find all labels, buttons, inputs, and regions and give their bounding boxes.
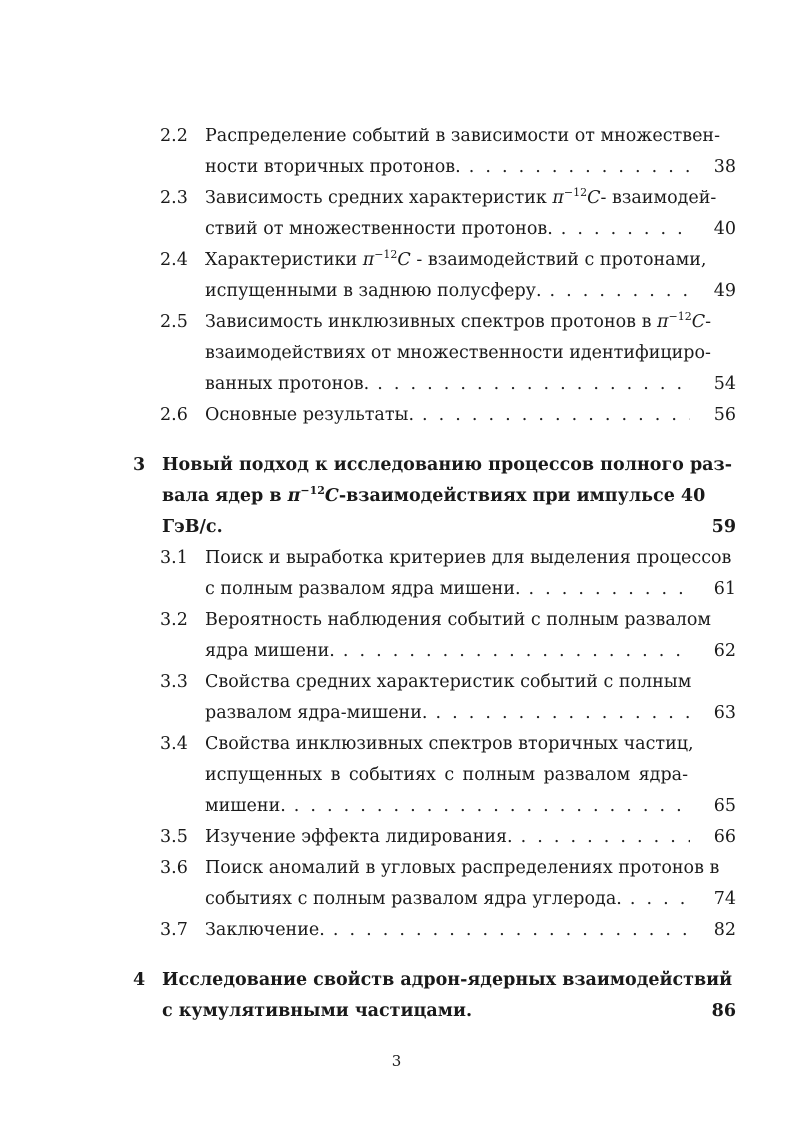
leader-dots	[561, 217, 690, 241]
toc-entry-title[interactable]: Свойства средних характеристик событий с полным	[205, 672, 692, 692]
toc-section-line	[0, 794, 793, 818]
toc-page-number[interactable]: 82	[713, 920, 736, 940]
math-pi-minus-carbon-12: $\pi^{-12}C$	[656, 310, 706, 332]
toc-entry-title[interactable]: Поиск аномалий в угловых распределениях протонов в	[205, 858, 720, 878]
toc-section-line	[0, 186, 793, 210]
toc-entry-number: 3	[133, 455, 146, 475]
toc-section-line	[0, 546, 793, 570]
math-pi-minus-carbon-12: $\pi^{-12}C$	[362, 248, 411, 270]
toc-page-number[interactable]: 56	[713, 405, 736, 425]
leader-dots	[422, 403, 690, 427]
toc-page-number[interactable]: 86	[711, 1001, 736, 1021]
toc-page-number[interactable]: 38	[713, 157, 736, 177]
toc-page-number[interactable]: 49	[713, 281, 736, 301]
leader-dots	[521, 825, 690, 849]
toc-section-line	[0, 608, 793, 632]
toc-section-line	[0, 341, 793, 365]
toc-entry-title[interactable]: испущенных в событиях с полным развалом ядра-	[205, 765, 688, 785]
toc-entry-title[interactable]: мишени.	[205, 796, 286, 816]
toc-chapter-line	[0, 484, 793, 508]
toc-entry-title[interactable]: испущенными в заднюю полусферу.	[205, 281, 542, 301]
toc-page-number[interactable]: 61	[713, 579, 736, 599]
toc-entry-title[interactable]: ядра мишени.	[205, 641, 335, 661]
toc-entry-title[interactable]: Новый подход к исследованию процессов полного раз-	[162, 455, 732, 475]
toc-entry-title[interactable]: с кумулятивными частицами.	[162, 1001, 473, 1021]
leader-dots	[529, 577, 690, 601]
toc-section-line	[0, 701, 793, 725]
toc-section-line	[0, 372, 793, 396]
toc-entry-title[interactable]: вала ядер в $\pi^{-12}C$-взаимодействиях при импульсе 40	[162, 484, 706, 506]
toc-page-number[interactable]: 40	[713, 219, 736, 239]
leader-dots	[377, 372, 690, 396]
toc-section-line	[0, 763, 793, 787]
toc-entry-title[interactable]: ванных протонов.	[205, 374, 370, 394]
toc-entry-title[interactable]: развалом ядра-мишени.	[205, 703, 428, 723]
toc-section-line	[0, 732, 793, 756]
toc-section-line	[0, 217, 793, 241]
toc-section-line	[0, 124, 793, 148]
toc-chapter-line	[0, 453, 793, 477]
leader-dots	[630, 887, 690, 911]
toc-entry-title[interactable]: Свойства инклюзивных спектров вторичных частиц,	[205, 734, 694, 754]
leader-dots	[469, 155, 690, 179]
toc-entry-title[interactable]: Характеристики $\pi^{-12}C$ - взаимодействий с протонами,	[205, 248, 707, 270]
leader-dots	[343, 639, 690, 663]
math-pi-minus-carbon-12: $\pi^{-12}C$	[287, 484, 339, 506]
toc-section-line	[0, 248, 793, 272]
toc-entry-title[interactable]: с полным развалом ядра мишени.	[205, 579, 521, 599]
toc-entry-title[interactable]: Основные результаты.	[205, 405, 415, 425]
toc-page-number[interactable]: 66	[713, 827, 736, 847]
toc-page-number[interactable]: 65	[713, 796, 736, 816]
toc-entry-number: 3.1	[160, 548, 188, 568]
toc-entry-title[interactable]: Зависимость средних характеристик $\pi^{-12}C-$ взаимодей-	[205, 186, 717, 208]
toc-section-line	[0, 310, 793, 334]
toc-section-line	[0, 825, 793, 849]
leader-dots	[294, 794, 690, 818]
leader-dots	[435, 701, 690, 725]
toc-entry-number: 3.7	[160, 920, 188, 940]
toc-entry-title[interactable]: ГэВ/с.	[162, 517, 223, 537]
toc-section-line	[0, 670, 793, 694]
toc-entry-number: 4	[133, 970, 146, 990]
toc-chapter-line	[0, 999, 793, 1023]
toc-entry-number: 2.5	[160, 312, 188, 332]
toc-entry-title[interactable]: Поиск и выработка критериев для выделения процессов	[205, 548, 732, 568]
toc-entry-number: 3.5	[160, 827, 188, 847]
toc-entry-title[interactable]: Зависимость инклюзивных спектров протонов в $\pi^{-12}C-$	[205, 310, 712, 332]
toc-entry-number: 3.6	[160, 858, 188, 878]
toc-page-number[interactable]: 54	[713, 374, 736, 394]
toc-section-line	[0, 577, 793, 601]
toc-entry-number: 2.3	[160, 188, 188, 208]
toc-section-line	[0, 403, 793, 427]
toc-entry-number: 3.4	[160, 734, 188, 754]
toc-section-line	[0, 279, 793, 303]
toc-section-line	[0, 918, 793, 942]
toc-entry-number: 2.6	[160, 405, 188, 425]
toc-entry-number: 2.2	[160, 126, 188, 146]
toc-entry-title[interactable]: Вероятность наблюдения событий с полным развалом	[205, 610, 712, 630]
toc-entry-title[interactable]: Исследование свойств адрон-ядерных взаимодействий	[162, 970, 733, 990]
toc-entry-title[interactable]: Заключение.	[205, 920, 325, 940]
toc-entry-title[interactable]: Изучение эффекта лидирования.	[205, 827, 513, 847]
toc-entry-number: 3.3	[160, 672, 188, 692]
toc-entry-title[interactable]: событиях с полным развалом ядра углерода.	[205, 889, 622, 909]
toc-chapter-line	[0, 515, 793, 539]
toc-page-number[interactable]: 62	[713, 641, 736, 661]
toc-entry-number: 2.4	[160, 250, 188, 270]
toc-chapter-line	[0, 968, 793, 992]
toc-section-line	[0, 155, 793, 179]
leader-dots	[333, 918, 690, 942]
leader-dots	[550, 279, 690, 303]
toc-entry-title[interactable]: взаимодействиях от множественности идентифициро-	[205, 343, 711, 363]
toc-section-line	[0, 856, 793, 880]
toc-entry-title[interactable]: ствий от множественности протонов.	[205, 219, 553, 239]
toc-section-line	[0, 887, 793, 911]
toc-page-number[interactable]: 59	[711, 517, 736, 537]
toc-entry-title[interactable]: ности вторичных протонов.	[205, 157, 461, 177]
toc-page-number[interactable]: 63	[713, 703, 736, 723]
toc-entry-title[interactable]: Распределение событий в зависимости от множествен-	[205, 126, 721, 146]
toc-page-number[interactable]: 74	[713, 889, 736, 909]
toc-section-line	[0, 639, 793, 663]
toc-entry-number: 3.2	[160, 610, 188, 630]
math-pi-minus-carbon-12: $\pi^{-12}C$	[552, 186, 601, 208]
page-number: 3	[391, 1052, 402, 1070]
